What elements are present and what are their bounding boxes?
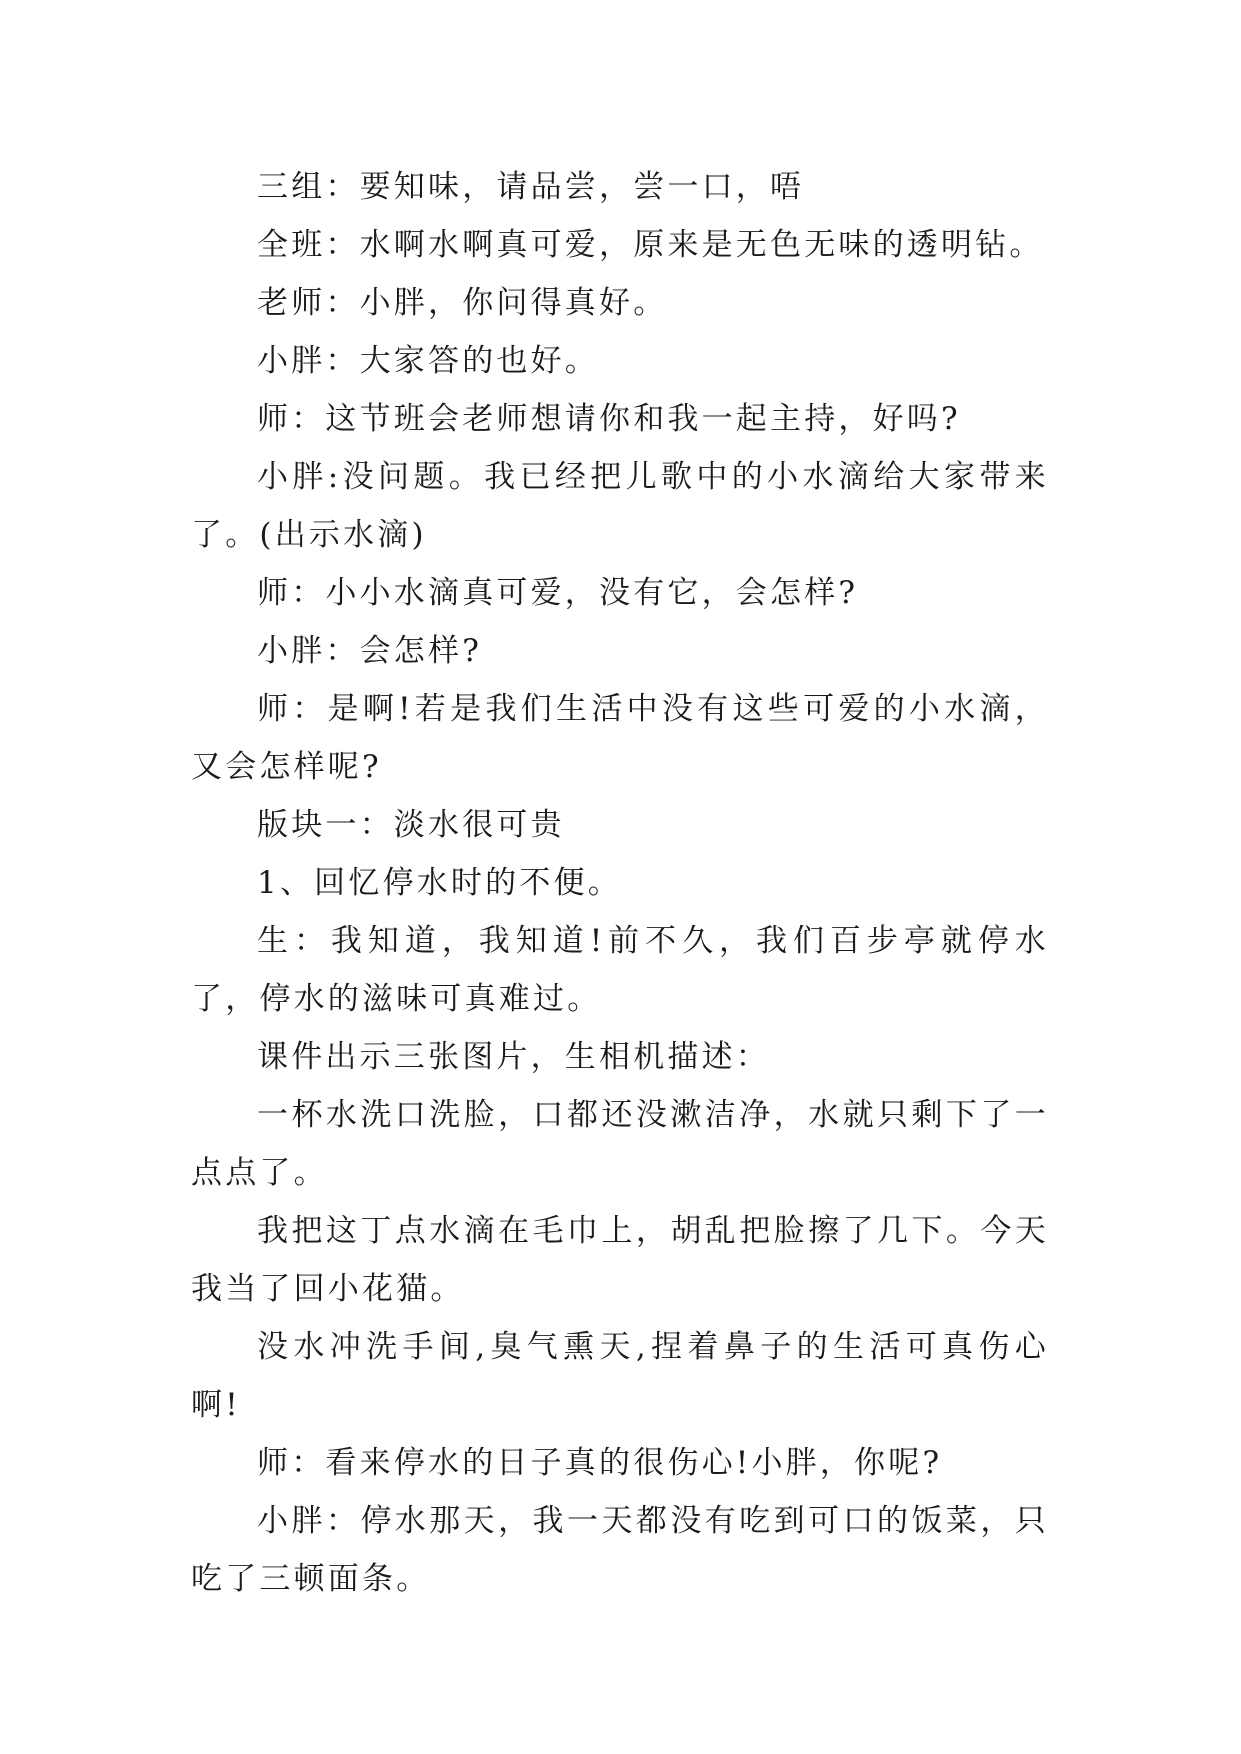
paragraph: 课件出示三张图片，生相机描述： xyxy=(257,1039,770,1075)
paragraph: 一杯水洗口洗脸，口都还没漱洁净，水就只剩下了一点点了。 xyxy=(191,1097,1049,1191)
paragraph: 师：小小水滴真可爱，没有它，会怎样? xyxy=(257,575,859,611)
paragraph: 没水冲洗手间,臭气熏天,捏着鼻子的生活可真伤心啊! xyxy=(191,1329,1049,1423)
paragraph: 生：我知道，我知道!前不久，我们百步亭就停水了，停水的滋味可真难过。 xyxy=(191,923,1049,1017)
paragraph: 小胖：大家答的也好。 xyxy=(257,343,599,379)
paragraph: 师：这节班会老师想请你和我一起主持，好吗? xyxy=(257,401,961,437)
paragraph: 我把这丁点水滴在毛巾上，胡乱把脸擦了几下。今天我当了回小花猫。 xyxy=(191,1213,1049,1307)
paragraph: 1、回忆停水时的不便。 xyxy=(257,865,622,901)
paragraph: 小胖:没问题。我已经把儿歌中的小水滴给大家带来了。(出示水滴) xyxy=(191,459,1049,553)
paragraph: 全班：水啊水啊真可爱，原来是无色无味的透明钻。 xyxy=(257,227,1044,263)
paragraph: 老师：小胖，你问得真好。 xyxy=(257,285,668,321)
paragraph: 师：是啊!若是我们生活中没有这些可爱的小水滴，又会怎样呢? xyxy=(191,691,1049,785)
section-heading: 版块一：淡水很可贵 xyxy=(257,807,565,843)
paragraph: 小胖：会怎样? xyxy=(257,633,483,669)
paragraph: 三组：要知味，请品尝，尝一口，唔 xyxy=(257,169,805,205)
paragraph: 小胖：停水那天，我一天都没有吃到可口的饭菜，只吃了三顿面条。 xyxy=(191,1503,1049,1597)
document-body xyxy=(191,158,1049,1608)
paragraph: 师：看来停水的日子真的很伤心!小胖，你呢? xyxy=(257,1445,943,1481)
